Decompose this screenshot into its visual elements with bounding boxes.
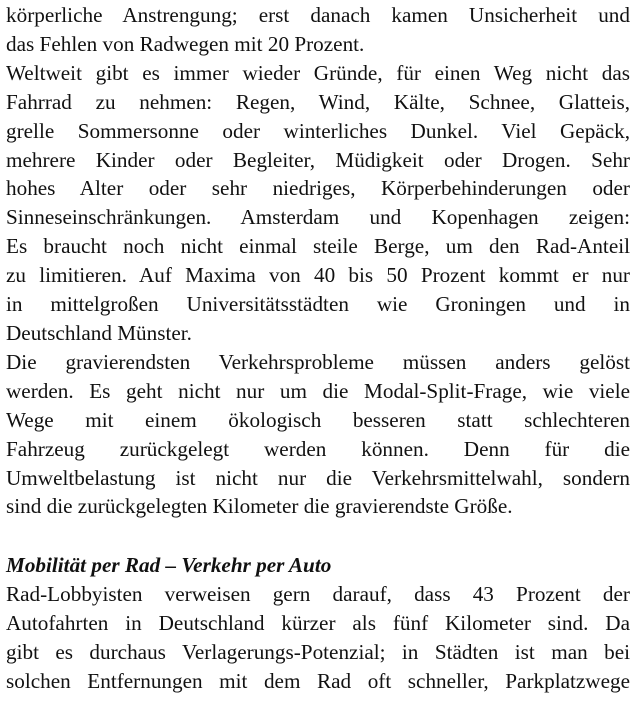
text-line: Umweltbelastung ist nicht nur die Verkehrsmittelwahl, sondern bbox=[6, 465, 630, 490]
text-line: zu limitieren. Auf Maxima von 40 bis 50 Prozent kommt er nur bbox=[6, 263, 630, 288]
text-line: körperliche Anstrengung; erst danach kamen Unsicherheit und bbox=[6, 3, 630, 27]
text-line: grelle Sommersonne oder winterliches Dunkel. Viel Gepäck, bbox=[6, 118, 630, 143]
text-line: Es braucht noch nicht einmal steile Berge, um den Rad-Anteil bbox=[6, 234, 630, 259]
text-line: Fahrzeug zurückgelegt werden können. Denn für die bbox=[6, 436, 630, 461]
paragraph-1 bbox=[6, 1, 630, 59]
text-line: mehrere Kinder oder Begleiter, Müdigkeit oder Drogen. Sehr bbox=[6, 147, 630, 172]
document-page bbox=[6, 1, 630, 696]
paragraph-2 bbox=[6, 59, 630, 348]
text-line: Rad-Lobbyisten verweisen gern darauf, dass 43 Prozent der bbox=[6, 582, 630, 607]
text-line: gibt es durchaus Verlagerungs-Potenzial; in Städten ist man bei bbox=[6, 640, 630, 665]
text-line: das Fehlen von Radwegen mit 20 Prozent. bbox=[6, 31, 365, 56]
text-line: Fahrrad zu nehmen: Regen, Wind, Kälte, Schnee, Glatteis, bbox=[6, 89, 630, 114]
text-line: Die gravierendsten Verkehrsprobleme müssen anders gelöst bbox=[6, 349, 630, 374]
text-line: Sinneseinschränkungen. Amsterdam und Kopenhagen zeigen: bbox=[6, 205, 630, 230]
paragraph-3 bbox=[6, 348, 630, 521]
text-line: Wege mit einem ökologisch besseren statt schlechteren bbox=[6, 407, 630, 432]
text-line: Weltweit gibt es immer wieder Gründe, für einen Weg nicht das bbox=[6, 60, 630, 85]
text-line: werden. Es geht nicht nur um die Modal-Split-Frage, wie viele bbox=[6, 378, 630, 403]
text-line: in mittelgroßen Universitätsstädten wie Groningen und in bbox=[6, 292, 630, 317]
paragraph-4 bbox=[6, 580, 630, 696]
text-line: hohes Alter oder sehr niedriges, Körperbehinderungen oder bbox=[6, 176, 630, 201]
text-line: Deutschland Münster. bbox=[6, 320, 192, 345]
section-heading: Mobilität per Rad – Verkehr per Auto bbox=[6, 553, 332, 578]
text-line: sind die zurückgelegten Kilometer die gravierendste Größe. bbox=[6, 494, 513, 519]
text-line: solchen Entfernungen mit dem Rad oft schneller, Parkplatzwege bbox=[6, 668, 630, 693]
text-line: Autofahrten in Deutschland kürzer als fünf Kilometer sind. Da bbox=[6, 611, 630, 636]
